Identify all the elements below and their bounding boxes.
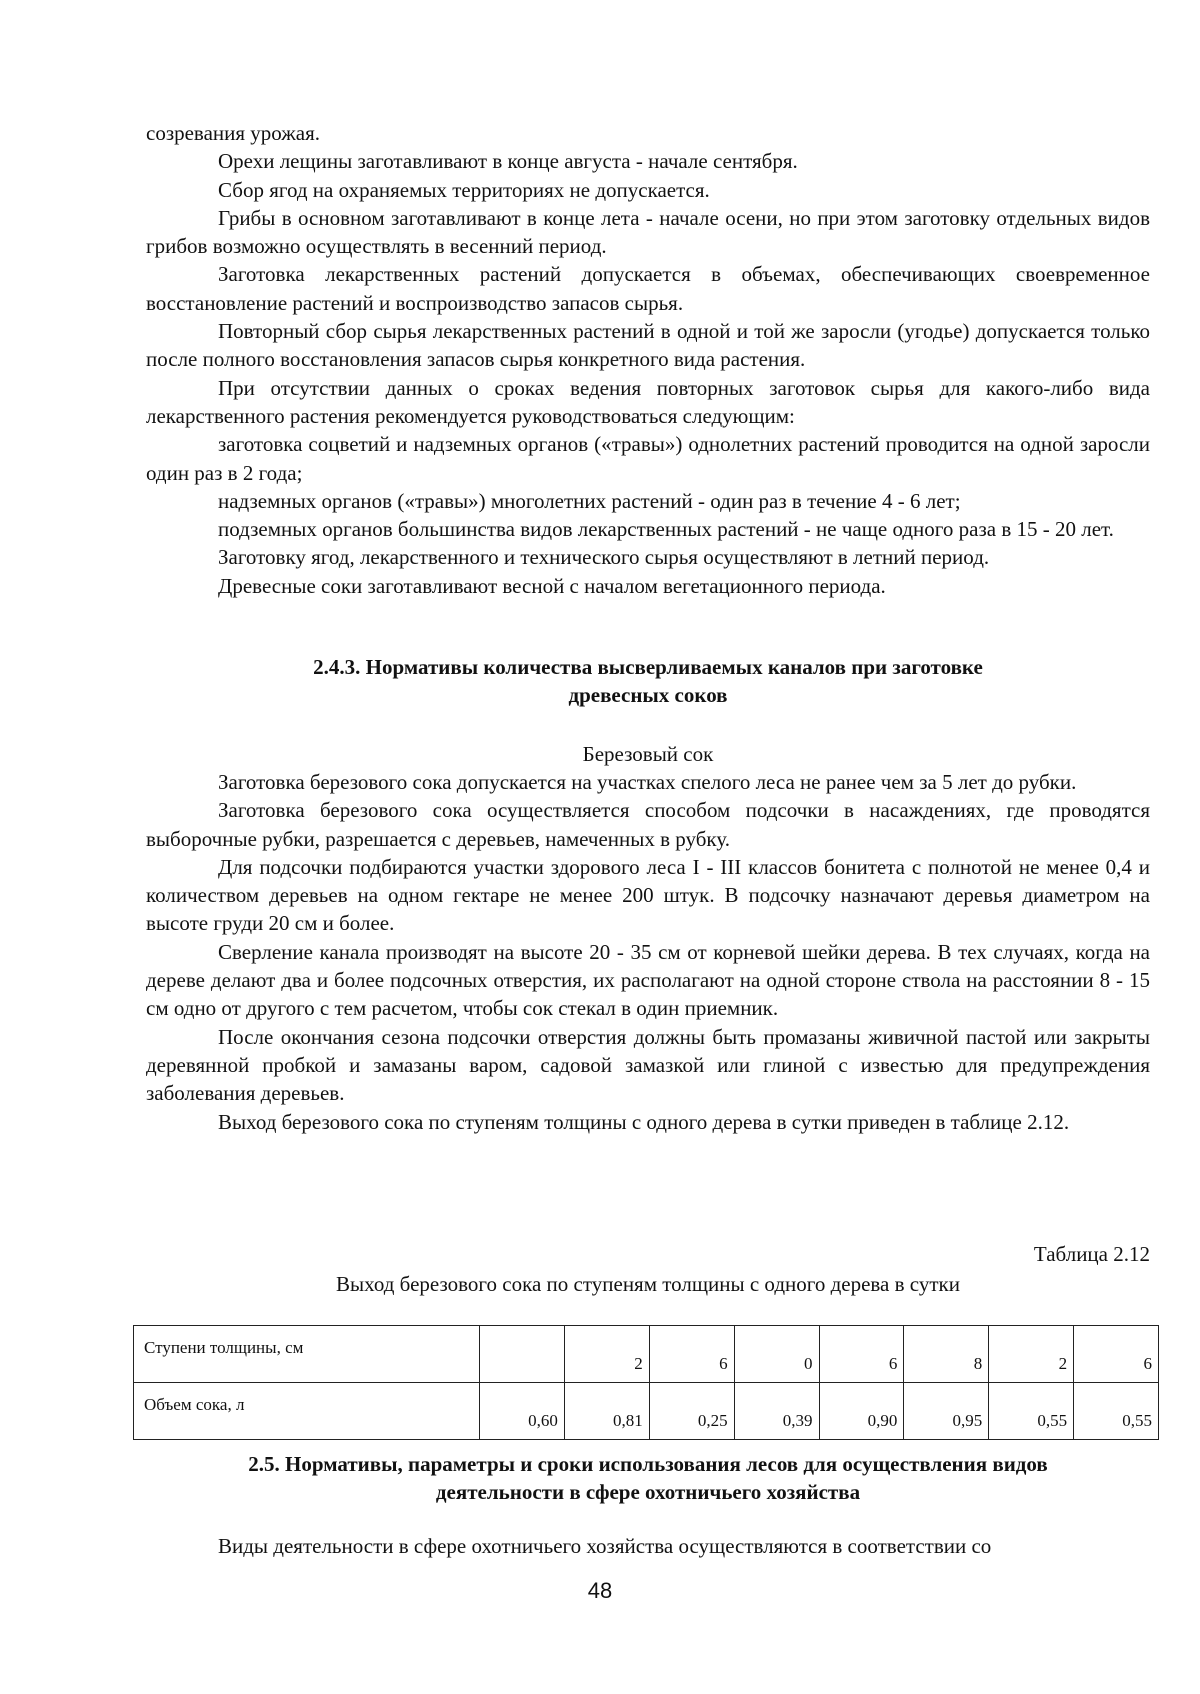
table-cell: 8 xyxy=(904,1326,989,1383)
table-row xyxy=(134,1326,1159,1383)
paragraph: Заготовка лекарственных растений допускается в объемах, обеспечивающих своевременное восстановление растений и воспроизводство запасов сырья. xyxy=(146,262,1150,315)
table-cell: 6 xyxy=(819,1326,904,1383)
paragraph: Заготовка березового сока допускается на участках спелого леса не ранее чем за 5 лет до рубки. xyxy=(218,770,1077,794)
heading-line: деятельности в сфере охотничьего хозяйства xyxy=(435,1480,861,1505)
paragraph: подземных органов большинства видов лекарственных растений - не чаще одного раза в 15 - 20 лет. xyxy=(218,517,1114,542)
table-cell xyxy=(480,1326,565,1383)
table-cell: 0,55 xyxy=(989,1383,1074,1440)
birch-sap-table xyxy=(133,1325,1159,1440)
heading-line: 2.5. Нормативы, параметры и сроки использования лесов для осуществления видов xyxy=(248,1452,1048,1476)
paragraph: Сверление канала производят на высоте 20 - 35 см от корневой шейки дерева. В тех случаях, когда на дереве делают два и более подсочных отверстия, их располагают на одной стороне ствола на расстоянии 8 - 15 см одно от другого с тем расчетом, чтобы сок стекал в один приемник. xyxy=(146,939,1150,1021)
table-cell: 6 xyxy=(1074,1326,1159,1383)
paragraph: Для подсочки подбираются участки здорового леса I - III классов бонитета с полнотой не менее 0,4 и количеством деревьев на одном гектаре не менее 200 штук. В подсочку назначают деревья диаметром на высоте груди 20 см и более. xyxy=(146,854,1150,936)
table-cell: 6 xyxy=(649,1326,734,1383)
heading-line: 2.4.3. Нормативы количества высверливаемых каналов при заготовке xyxy=(313,655,983,679)
table-cell: 0,90 xyxy=(819,1383,904,1440)
paragraph: Заготовку ягод, лекарственного и технического сырья осуществляют в летний период. xyxy=(218,545,990,570)
table-cell: 0,55 xyxy=(1074,1383,1159,1440)
table-cell: 0,39 xyxy=(734,1383,819,1440)
paragraph: Древесные соки заготавливают весной с началом вегетационного периода. xyxy=(218,573,886,598)
table-caption: Выход березового сока по ступеням толщины с одного дерева в сутки xyxy=(336,1272,960,1296)
paragraph: созревания урожая. xyxy=(146,121,320,145)
body-text-middle xyxy=(146,768,1150,1136)
paragraph: Заготовка березового сока осуществляется способом подсочки в насаждениях, где проводятся выборочные рубки, разрешается с деревьев, намеченных в рубку. xyxy=(146,798,1150,851)
paragraph: После окончания сезона подсочки отверстия должны быть промазаны живичной пастой или закрыты деревянной пробкой и замазаны варом, садовой замазкой или глиной с известью для предупреждения заболевания деревьев. xyxy=(146,1024,1150,1106)
page-number: 48 xyxy=(587,1578,613,1603)
table-cell: 0 xyxy=(734,1326,819,1383)
paragraph: При отсутствии данных о сроках ведения повторных заготовок сырья для какого-либо вида лекарственного растения рекомендуется руководствоваться следующим: xyxy=(146,375,1150,428)
section-2-4-3-heading xyxy=(146,653,1150,710)
subtitle-birch-sap: Березовый сок xyxy=(582,742,714,766)
table-cell: 2 xyxy=(989,1326,1074,1383)
paragraph: заготовка соцветий и надземных органов («травы») однолетних растений проводится на одной заросли один раз в 2 года; xyxy=(146,432,1150,485)
paragraph: Сбор ягод на охраняемых территориях не допускается. xyxy=(218,177,710,202)
paragraph: Повторный сбор сырья лекарственных растений в одной и той же заросли (угодье) допускается только после полного восстановления запасов сырья конкретного вида растения. xyxy=(146,319,1150,372)
body-text-top xyxy=(146,119,1150,600)
table-label: Таблица 2.12 xyxy=(1033,1242,1150,1266)
paragraph: Орехи лещины заготавливают в конце августа - начале сентября. xyxy=(218,149,798,174)
row-header-volume: Объем сока, л xyxy=(134,1383,480,1440)
paragraph: Выход березового сока по ступеням толщины с одного дерева в сутки приведен в таблице 2.12. xyxy=(218,1109,1070,1134)
table-cell: 0,81 xyxy=(564,1383,649,1440)
table-cell: 2 xyxy=(564,1326,649,1383)
section-2-5-heading xyxy=(146,1450,1150,1507)
paragraph: надземных органов («травы») многолетних растений - один раз в течение 4 - 6 лет; xyxy=(218,488,961,513)
table-row xyxy=(134,1383,1159,1440)
table-cell: 0,25 xyxy=(649,1383,734,1440)
table-cell: 0,60 xyxy=(480,1383,565,1440)
row-header-thickness: Ступени толщины, см xyxy=(134,1326,480,1383)
paragraph: Грибы в основном заготавливают в конце лета - начале осени, но при этом заготовку отдельных видов грибов возможно осуществлять в весенний период. xyxy=(146,205,1150,259)
table-cell: 0,95 xyxy=(904,1383,989,1440)
paragraph: Виды деятельности в сфере охотничьего хозяйства осуществляются в соответствии со xyxy=(218,1534,992,1558)
heading-line: древесных соков xyxy=(568,683,728,708)
